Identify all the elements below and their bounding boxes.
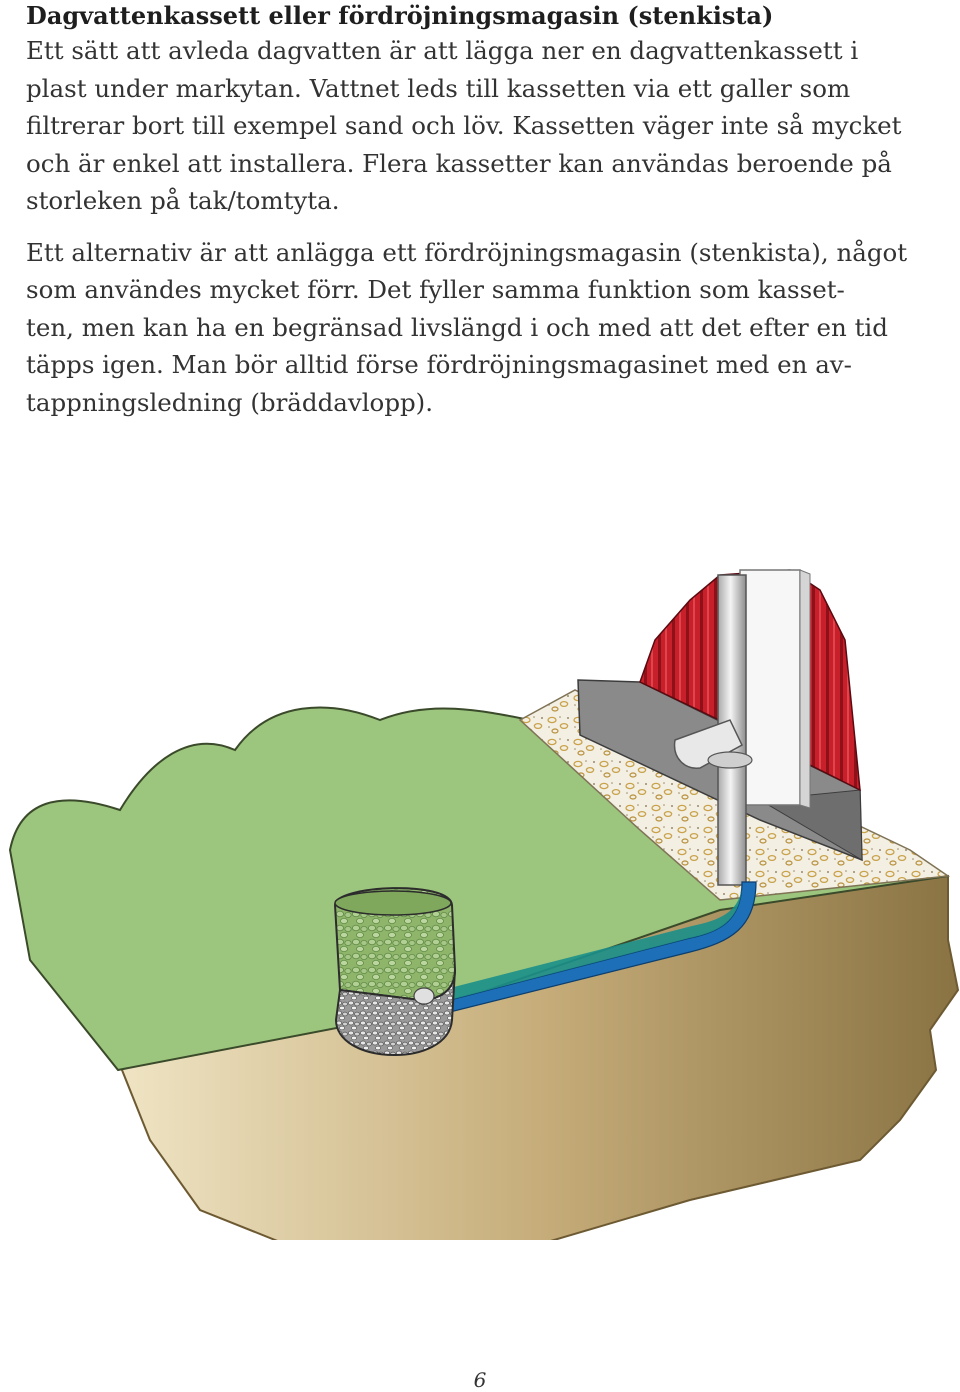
paragraph-1-line: Ett sätt att avleda dagvatten är att lägga ner en dagvattenkassett i — [26, 36, 859, 65]
paragraph-1-line: filtrerar bort till exempel sand och löv. Kassetten väger inte så mycket — [26, 111, 902, 140]
page-heading: Dagvattenkassett eller fördröjningsmagasin (stenkista) — [26, 1, 774, 30]
paragraph-2-line: tappningsledning (bräddavlopp). — [26, 387, 434, 417]
paragraph-2-line: täpps igen. Man bör alltid förse fördröjningsmagasinet med en av- — [26, 350, 852, 379]
article-text — [26, 0, 938, 421]
page-number: 6 — [473, 1368, 487, 1392]
pipe-outlet — [414, 988, 434, 1004]
paragraph-2-line: ten, men kan ha en begränsad livslängd i och med att det efter en tid — [26, 312, 888, 342]
paragraph-2-line: som användes mycket förr. Det fyller samma funktion som kasset- — [26, 275, 845, 304]
paragraph-1-line: plast under markytan. Vattnet leds till kassetten via ett galler som — [26, 73, 851, 103]
paragraph-1 — [26, 32, 938, 220]
paragraph-2 — [26, 234, 938, 422]
paragraph-1-line: och är enkel att installera. Flera kassetter kan användas beroende på — [26, 148, 892, 178]
drainage-illustration — [0, 560, 960, 1240]
corner-board — [740, 570, 800, 805]
paragraph-1-line: storleken på tak/tomtyta. — [26, 186, 340, 215]
paragraph-2-line: Ett alternativ är att anlägga ett fördröjningsmagasin (stenkista), något — [26, 237, 908, 267]
